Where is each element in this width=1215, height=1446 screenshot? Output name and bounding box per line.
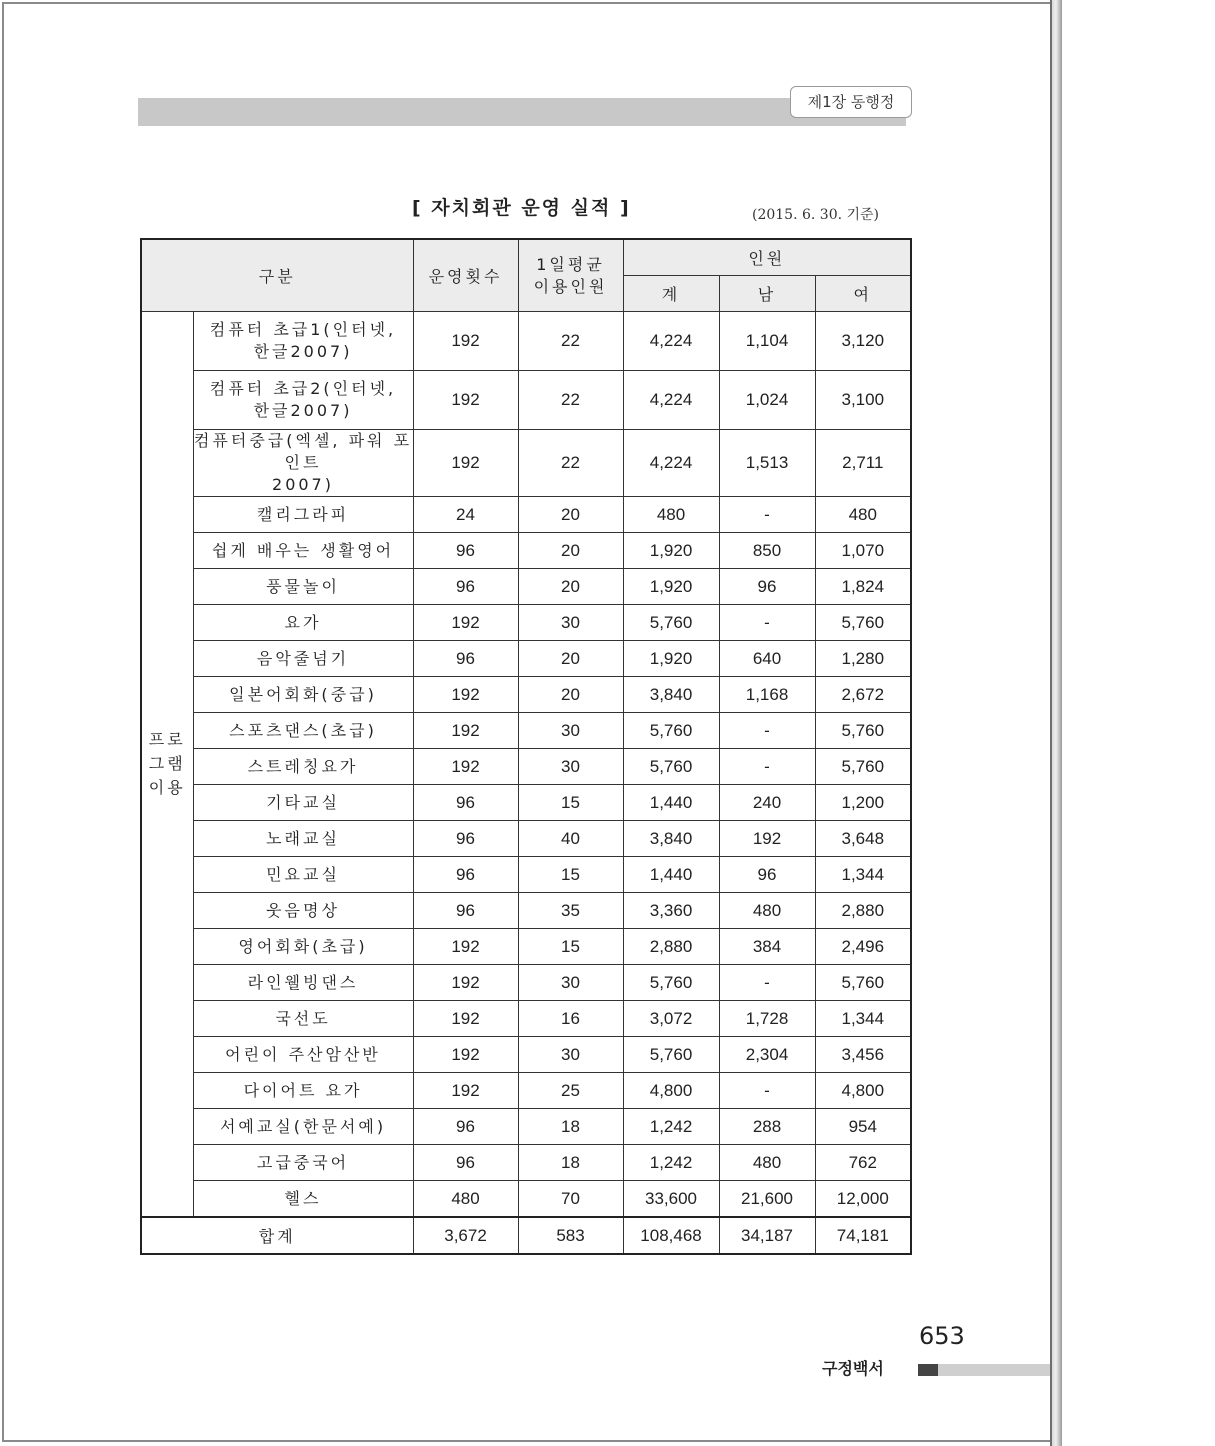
table-row xyxy=(141,1001,911,1037)
program-name: 쉽게 배우는 생활영어 xyxy=(193,533,413,569)
sum-total: 108,468 xyxy=(623,1217,719,1254)
table-body xyxy=(141,312,911,1218)
operations-cell: 192 xyxy=(413,749,518,785)
female-cell: 954 xyxy=(815,1109,911,1145)
header-male: 남 xyxy=(719,276,815,312)
male-cell: - xyxy=(719,497,815,533)
female-cell: 2,496 xyxy=(815,929,911,965)
male-cell: 240 xyxy=(719,785,815,821)
table-row xyxy=(141,371,911,430)
program-name: 고급중국어 xyxy=(193,1145,413,1181)
operations-cell: 480 xyxy=(413,1181,518,1218)
operations-cell: 192 xyxy=(413,965,518,1001)
daily-avg-cell: 15 xyxy=(518,929,623,965)
program-name: 기타교실 xyxy=(193,785,413,821)
total-cell: 480 xyxy=(623,497,719,533)
table-row xyxy=(141,1181,911,1218)
male-cell: 2,304 xyxy=(719,1037,815,1073)
table-row xyxy=(141,1073,911,1109)
female-cell: 1,280 xyxy=(815,641,911,677)
female-cell: 1,070 xyxy=(815,533,911,569)
male-cell: - xyxy=(719,1073,815,1109)
male-cell: 96 xyxy=(719,857,815,893)
page-edge xyxy=(1050,0,1062,1446)
operations-cell: 96 xyxy=(413,893,518,929)
total-cell: 5,760 xyxy=(623,713,719,749)
female-cell: 3,120 xyxy=(815,312,911,371)
program-name: 스포츠댄스(초급) xyxy=(193,713,413,749)
male-cell: 1,513 xyxy=(719,430,815,497)
header-total: 계 xyxy=(623,276,719,312)
chapter-tag: 제1장 동행정 xyxy=(790,86,912,118)
male-cell: - xyxy=(719,605,815,641)
program-name: 음악줄넘기 xyxy=(193,641,413,677)
program-name: 국선도 xyxy=(193,1001,413,1037)
operations-cell: 96 xyxy=(413,785,518,821)
daily-avg-cell: 30 xyxy=(518,1037,623,1073)
program-name: 민요교실 xyxy=(193,857,413,893)
total-cell: 5,760 xyxy=(623,1037,719,1073)
female-cell: 4,800 xyxy=(815,1073,911,1109)
table-row xyxy=(141,605,911,641)
total-cell: 1,242 xyxy=(623,1145,719,1181)
operations-table xyxy=(140,238,912,1255)
program-name: 영어회화(초급) xyxy=(193,929,413,965)
female-cell: 2,711 xyxy=(815,430,911,497)
table-row xyxy=(141,857,911,893)
program-name: 컴퓨터 초급2(인터넷, 한글2007) xyxy=(193,371,413,430)
program-name: 라인웰빙댄스 xyxy=(193,965,413,1001)
table-row xyxy=(141,1109,911,1145)
table-row xyxy=(141,677,911,713)
program-name: 컴퓨터중급(엑셀, 파워 포인트 2007) xyxy=(193,430,413,497)
program-name: 컴퓨터 초급1(인터넷, 한글2007) xyxy=(193,312,413,371)
daily-avg-cell: 30 xyxy=(518,749,623,785)
total-cell: 4,800 xyxy=(623,1073,719,1109)
sum-row xyxy=(141,1217,911,1254)
total-cell: 33,600 xyxy=(623,1181,719,1218)
male-cell: 850 xyxy=(719,533,815,569)
male-cell: - xyxy=(719,965,815,1001)
footer-bar-accent xyxy=(918,1364,938,1376)
female-cell: 5,760 xyxy=(815,605,911,641)
female-cell: 5,760 xyxy=(815,965,911,1001)
operations-cell: 96 xyxy=(413,533,518,569)
male-cell: 480 xyxy=(719,1145,815,1181)
daily-avg-cell: 30 xyxy=(518,605,623,641)
header-female: 여 xyxy=(815,276,911,312)
male-cell: 96 xyxy=(719,569,815,605)
table-row xyxy=(141,533,911,569)
male-cell: 1,104 xyxy=(719,312,815,371)
operations-cell: 192 xyxy=(413,430,518,497)
male-cell: 384 xyxy=(719,929,815,965)
sum-male: 34,187 xyxy=(719,1217,815,1254)
operations-cell: 96 xyxy=(413,821,518,857)
operations-cell: 96 xyxy=(413,641,518,677)
operations-cell: 96 xyxy=(413,857,518,893)
operations-cell: 192 xyxy=(413,713,518,749)
program-name: 웃음명상 xyxy=(193,893,413,929)
female-cell: 1,824 xyxy=(815,569,911,605)
table-row xyxy=(141,641,911,677)
table-row xyxy=(141,749,911,785)
operations-cell: 192 xyxy=(413,1073,518,1109)
daily-avg-cell: 18 xyxy=(518,1145,623,1181)
total-cell: 4,224 xyxy=(623,312,719,371)
female-cell: 3,456 xyxy=(815,1037,911,1073)
program-name: 어린이 주산암산반 xyxy=(193,1037,413,1073)
table-row xyxy=(141,430,911,497)
table-row xyxy=(141,821,911,857)
header-daily-avg-text: 1일평균 이용인원 xyxy=(533,254,608,296)
operations-cell: 192 xyxy=(413,371,518,430)
program-name: 노래교실 xyxy=(193,821,413,857)
daily-avg-cell: 22 xyxy=(518,371,623,430)
program-name: 서예교실(한문서예) xyxy=(193,1109,413,1145)
header-people: 인원 xyxy=(623,239,911,276)
header-category: 구분 xyxy=(141,239,413,312)
male-cell: 21,600 xyxy=(719,1181,815,1218)
page-number: 653 xyxy=(919,1322,965,1350)
female-cell: 2,672 xyxy=(815,677,911,713)
table-row xyxy=(141,785,911,821)
operations-cell: 192 xyxy=(413,929,518,965)
operations-cell: 96 xyxy=(413,1145,518,1181)
male-cell: 1,168 xyxy=(719,677,815,713)
female-cell: 2,880 xyxy=(815,893,911,929)
table-row xyxy=(141,893,911,929)
female-cell: 762 xyxy=(815,1145,911,1181)
total-cell: 4,224 xyxy=(623,430,719,497)
total-cell: 5,760 xyxy=(623,605,719,641)
as-of-date: (2015. 6. 30. 기준) xyxy=(752,207,880,223)
sum-label: 합계 xyxy=(141,1217,413,1254)
daily-avg-cell: 20 xyxy=(518,497,623,533)
daily-avg-cell: 22 xyxy=(518,312,623,371)
total-cell: 1,440 xyxy=(623,857,719,893)
program-name: 일본어회화(중급) xyxy=(193,677,413,713)
operations-cell: 192 xyxy=(413,312,518,371)
male-cell: 288 xyxy=(719,1109,815,1145)
total-cell: 2,880 xyxy=(623,929,719,965)
daily-avg-cell: 15 xyxy=(518,785,623,821)
program-name: 다이어트 요가 xyxy=(193,1073,413,1109)
total-cell: 5,760 xyxy=(623,749,719,785)
operations-cell: 96 xyxy=(413,1109,518,1145)
operations-cell: 192 xyxy=(413,605,518,641)
total-cell: 3,360 xyxy=(623,893,719,929)
female-cell: 5,760 xyxy=(815,749,911,785)
operations-cell: 192 xyxy=(413,1037,518,1073)
female-cell: 3,100 xyxy=(815,371,911,430)
program-name: 요가 xyxy=(193,605,413,641)
table-row xyxy=(141,965,911,1001)
male-cell: - xyxy=(719,713,815,749)
table-row xyxy=(141,1145,911,1181)
table-row xyxy=(141,713,911,749)
table-row xyxy=(141,312,911,371)
sum-ops: 3,672 xyxy=(413,1217,518,1254)
table-row xyxy=(141,1037,911,1073)
table-row xyxy=(141,569,911,605)
female-cell: 12,000 xyxy=(815,1181,911,1218)
operations-cell: 192 xyxy=(413,677,518,713)
daily-avg-cell: 20 xyxy=(518,569,623,605)
operations-cell: 24 xyxy=(413,497,518,533)
table-row xyxy=(141,497,911,533)
daily-avg-cell: 40 xyxy=(518,821,623,857)
daily-avg-cell: 20 xyxy=(518,533,623,569)
header-operations: 운영횟수 xyxy=(413,239,518,312)
daily-avg-cell: 15 xyxy=(518,857,623,893)
sum-avg: 583 xyxy=(518,1217,623,1254)
total-cell: 1,440 xyxy=(623,785,719,821)
table-title: [ 자치회관 운영 실적 ] xyxy=(412,197,631,219)
daily-avg-cell: 16 xyxy=(518,1001,623,1037)
daily-avg-cell: 18 xyxy=(518,1109,623,1145)
program-name: 헬스 xyxy=(193,1181,413,1218)
total-cell: 1,920 xyxy=(623,569,719,605)
group-label: 프로 그램 이용 xyxy=(141,312,193,1218)
total-cell: 3,840 xyxy=(623,677,719,713)
female-cell: 1,200 xyxy=(815,785,911,821)
total-cell: 1,242 xyxy=(623,1109,719,1145)
operations-cell: 192 xyxy=(413,1001,518,1037)
total-cell: 4,224 xyxy=(623,371,719,430)
male-cell: 480 xyxy=(719,893,815,929)
male-cell: 1,024 xyxy=(719,371,815,430)
daily-avg-cell: 20 xyxy=(518,641,623,677)
female-cell: 1,344 xyxy=(815,1001,911,1037)
female-cell: 480 xyxy=(815,497,911,533)
daily-avg-cell: 30 xyxy=(518,713,623,749)
male-cell: - xyxy=(719,749,815,785)
daily-avg-cell: 20 xyxy=(518,677,623,713)
program-name: 스트레칭요가 xyxy=(193,749,413,785)
sum-female: 74,181 xyxy=(815,1217,911,1254)
daily-avg-cell: 70 xyxy=(518,1181,623,1218)
daily-avg-cell: 35 xyxy=(518,893,623,929)
female-cell: 5,760 xyxy=(815,713,911,749)
program-name: 풍물놀이 xyxy=(193,569,413,605)
daily-avg-cell: 25 xyxy=(518,1073,623,1109)
total-cell: 1,920 xyxy=(623,533,719,569)
total-cell: 3,840 xyxy=(623,821,719,857)
male-cell: 192 xyxy=(719,821,815,857)
total-cell: 1,920 xyxy=(623,641,719,677)
male-cell: 1,728 xyxy=(719,1001,815,1037)
daily-avg-cell: 30 xyxy=(518,965,623,1001)
table-row xyxy=(141,929,911,965)
operations-cell: 96 xyxy=(413,569,518,605)
daily-avg-cell: 22 xyxy=(518,430,623,497)
program-name: 캘리그라피 xyxy=(193,497,413,533)
female-cell: 3,648 xyxy=(815,821,911,857)
header-daily-avg xyxy=(518,239,623,312)
female-cell: 1,344 xyxy=(815,857,911,893)
total-cell: 3,072 xyxy=(623,1001,719,1037)
total-cell: 5,760 xyxy=(623,965,719,1001)
book-title: 구정백서 xyxy=(822,1359,884,1378)
male-cell: 640 xyxy=(719,641,815,677)
